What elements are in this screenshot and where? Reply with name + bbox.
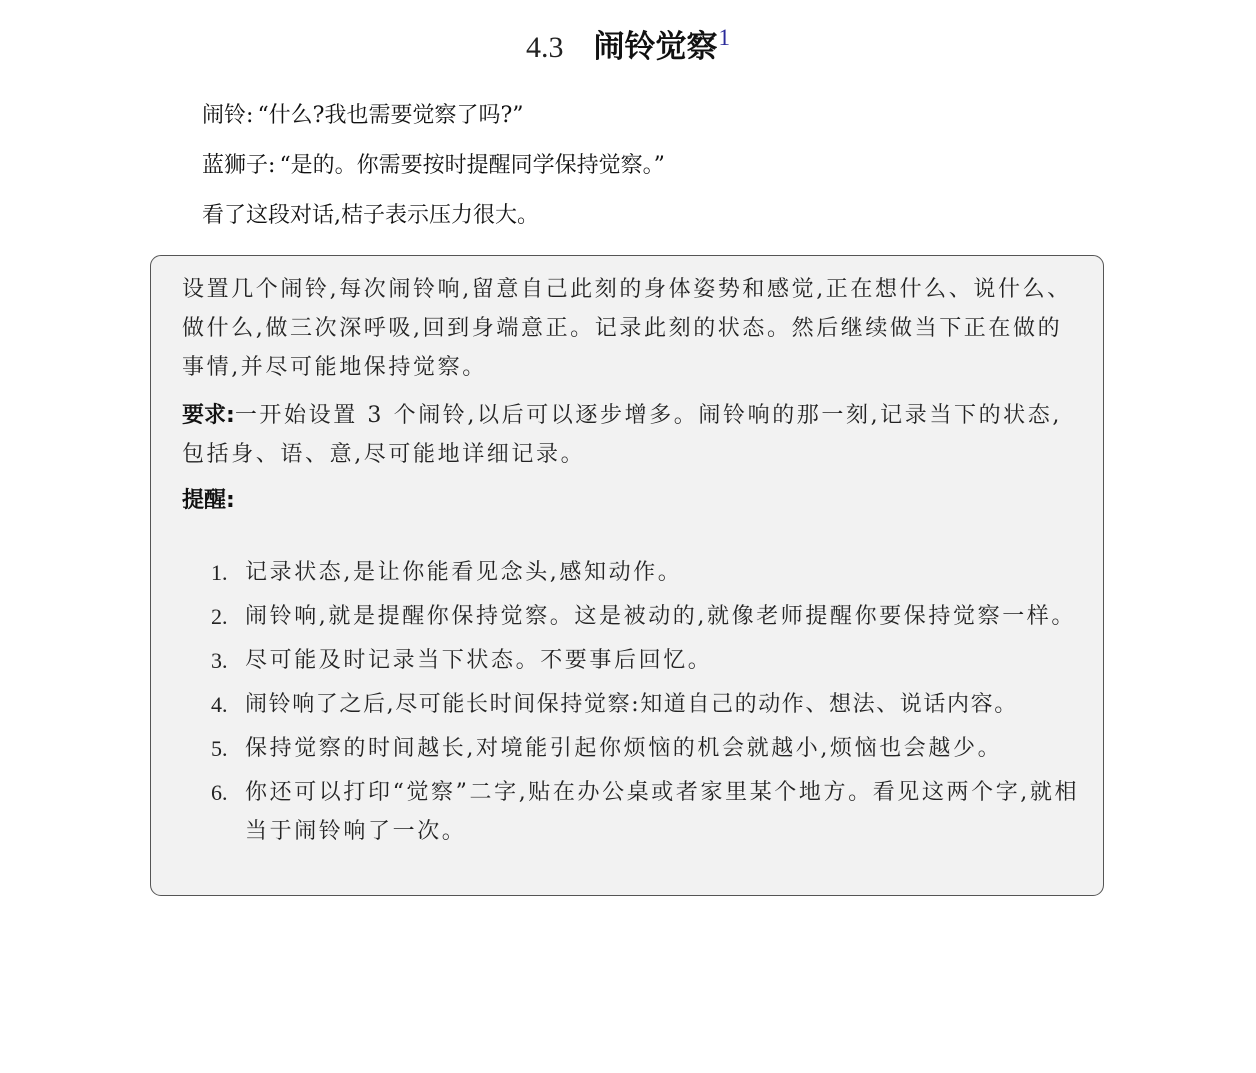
- requirement-text: 一开始设置 3 个闹铃,以后可以逐步增多。闹铃响的那一刻,记录当下的状态,包括身、语、意,尽可能地详细记录。: [182, 403, 1062, 467]
- exercise-box: [150, 255, 1104, 896]
- dialogue-line-blue-lion: [202, 150, 1162, 182]
- speaker-name: 蓝狮子: [202, 153, 269, 178]
- reminder-list: [211, 553, 1091, 856]
- dialogue-line-alarm: [202, 100, 1162, 132]
- list-item: [211, 641, 1091, 680]
- list-item-number: 5.: [211, 736, 228, 761]
- narration-text: 看了这段对话,桔子表示压力很大。: [202, 203, 539, 228]
- list-item-text: 你还可以打印“觉察”二字,贴在办公桌或者家里某个地方。看见这两个字,就相当于闹铃响了一次。: [245, 780, 1080, 844]
- list-item-number: 2.: [211, 604, 228, 629]
- exercise-intro: 设置几个闹铃,每次闹铃响,留意自己此刻的身体姿势和感觉,正在想什么、说什么、做什么,做三次深呼吸,回到身端意正。记录此刻的状态。然后继续做当下正在做的事情,并尽可能地保持觉察。: [182, 277, 1072, 380]
- speaker-colon: :: [268, 153, 276, 178]
- footnote-link[interactable]: 1: [718, 25, 730, 50]
- section-heading: [0, 14, 1256, 76]
- list-item-text: 闹铃响,就是提醒你保持觉察。这是被动的,就像老师提醒你要保持觉察一样。: [245, 604, 1076, 629]
- list-item: [211, 685, 1091, 724]
- dialogue-text: “是的。你需要按时提醒同学保持觉察。”: [279, 153, 665, 178]
- exercise-requirement: [182, 396, 1077, 474]
- list-item: [211, 597, 1091, 636]
- dialogue-text: “什么?我也需要觉察了吗?”: [257, 103, 524, 128]
- list-item: [211, 773, 1091, 851]
- list-item-number: 1.: [211, 560, 228, 585]
- list-item-number: 3.: [211, 648, 228, 673]
- reminder-label: 提醒:: [182, 488, 235, 513]
- list-item-text: 尽可能及时记录当下状态。不要事后回忆。: [245, 648, 713, 673]
- list-item-number: 4.: [211, 692, 228, 717]
- list-item-text: 保持觉察的时间越长,对境能引起你烦恼的机会就越小,烦恼也会越少。: [245, 736, 1003, 761]
- speaker-colon: :: [246, 103, 254, 128]
- list-item: [211, 729, 1091, 768]
- list-item-number: 6.: [211, 780, 228, 805]
- list-item: [211, 553, 1091, 592]
- list-item-text: 闹铃响了之后,尽可能长时间保持觉察:知道自己的动作、想法、说话内容。: [245, 692, 1018, 717]
- list-item-text: 记录状态,是让你能看见念头,感知动作。: [245, 560, 683, 585]
- speaker-name: 闹铃: [202, 103, 247, 128]
- requirement-label: 要求:: [182, 403, 235, 428]
- section-title: 闹铃觉察: [593, 29, 718, 65]
- section-number: 4.3: [526, 31, 564, 64]
